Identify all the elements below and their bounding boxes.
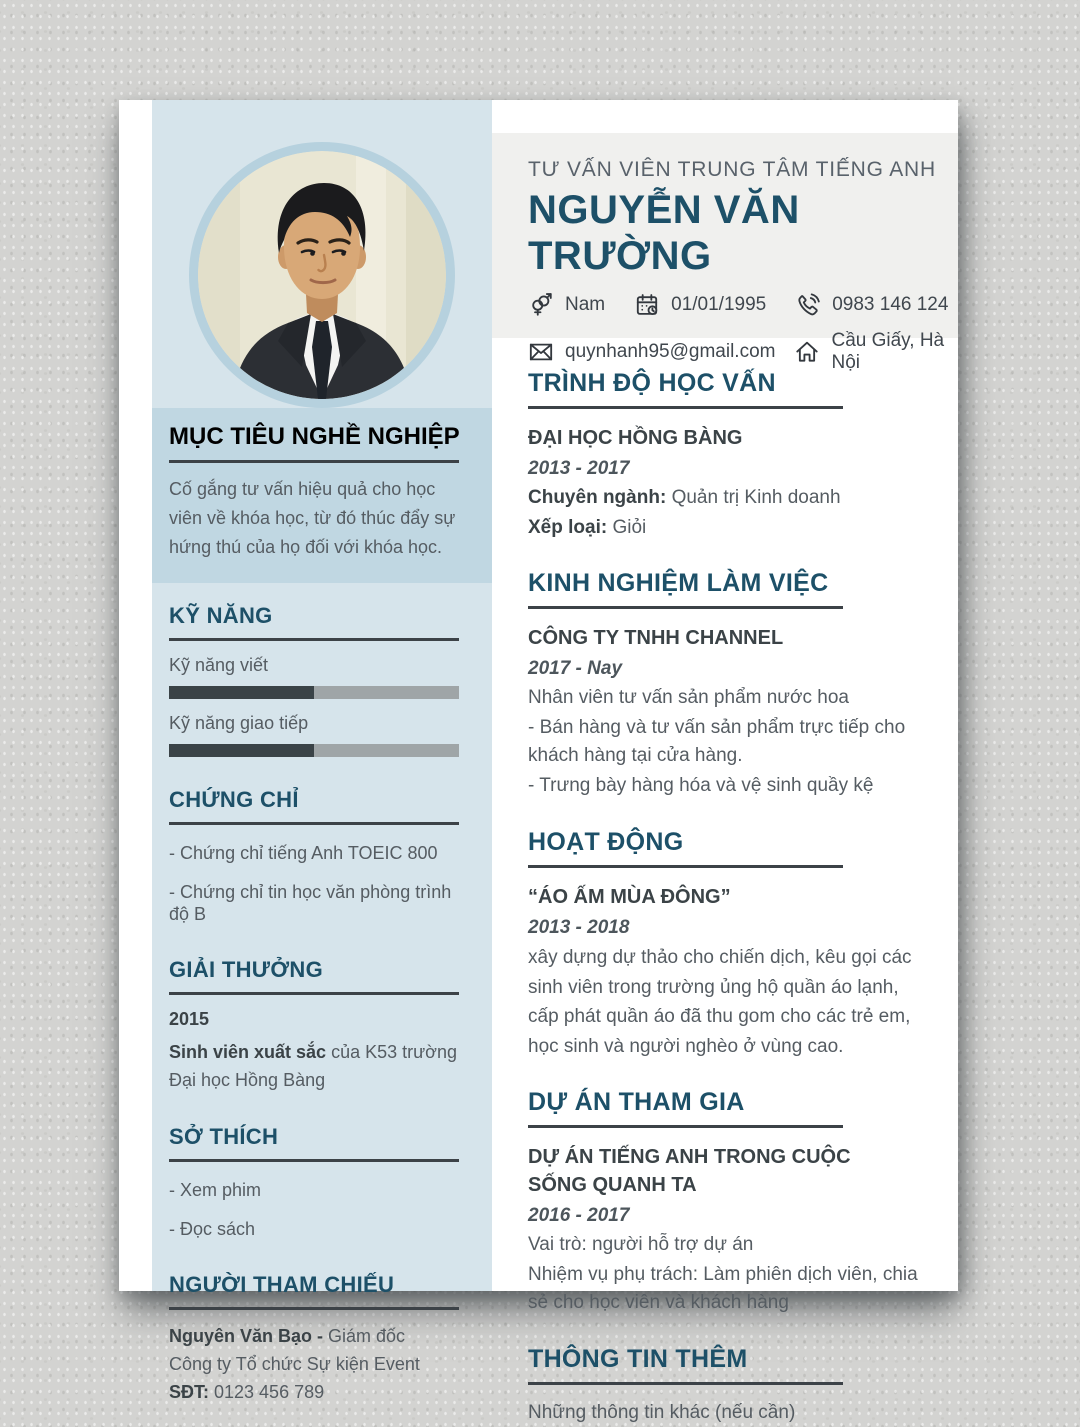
awards-title: GIẢI THƯỞNG: [169, 957, 323, 982]
project-role: Vai trò: người hỗ trợ dự án: [528, 1234, 754, 1255]
reference-name: Nguyên Văn Bạo - Giám đốc: [169, 1326, 406, 1346]
contact-email: quynhanh95@gmail.com: [528, 339, 775, 365]
additional-title: THÔNG TIN THÊM: [528, 1345, 748, 1373]
objective-body: Cố gắng tư vấn hiệu quả cho học viên về khóa học, từ đó thúc đẩy sự hứng thú của họ đối với khóa học.: [169, 479, 456, 557]
activity-name: “ÁO ẤM MÙA ĐÔNG”: [528, 886, 731, 908]
section-objective: [152, 408, 492, 583]
divider: [169, 822, 459, 825]
section-certificates: [152, 787, 492, 925]
reference-phone: SĐT: 0123 456 789: [169, 1382, 325, 1402]
certificate-item: - Chứng chỉ tiếng Anh TOEIC 800: [169, 843, 438, 863]
experience-bullet: - Trưng bày hàng hóa và vệ sinh quầy kệ: [528, 775, 874, 796]
calendar-icon: [634, 292, 660, 318]
sidebar: [152, 100, 492, 1402]
skill-bar: [169, 744, 459, 757]
section-additional: [528, 1344, 958, 1427]
award-detail: Sinh viên xuất sắc của K53 trường Đại học Hồng Bàng: [169, 1042, 457, 1090]
header: [492, 133, 958, 373]
projects-title: DỰ ÁN THAM GIA: [528, 1088, 745, 1116]
section-reference: [152, 1272, 492, 1406]
skill-bar-fill: [169, 686, 314, 699]
main-content: [492, 338, 958, 1427]
portrait-illustration: [198, 151, 446, 399]
phone-icon: [795, 292, 821, 318]
profile-photo: [189, 142, 455, 408]
divider: [528, 1125, 843, 1128]
main-column: [492, 100, 958, 1423]
experience-bullet: - Bán hàng và tư vấn sản phẩm trực tiếp cho khách hàng tại cửa hàng.: [528, 717, 906, 766]
divider: [528, 606, 843, 609]
contact-gender: Nam: [528, 292, 605, 318]
award-highlight: Sinh viên xuất sắc: [169, 1042, 327, 1062]
experience-title: KINH NGHIỆM LÀM VIỆC: [528, 569, 829, 597]
candidate-name: NGUYỄN VĂN TRƯỜNG: [528, 188, 800, 278]
skill-bar: [169, 686, 459, 699]
activity-period: 2013 - 2018: [528, 917, 630, 938]
education-major: Chuyên ngành: Quản trị Kinh doanh: [528, 487, 841, 508]
project-period: 2016 - 2017: [528, 1205, 630, 1226]
photo-area: [152, 100, 492, 408]
divider: [169, 1159, 459, 1162]
hobby-item: - Xem phim: [169, 1180, 262, 1200]
cv-page: [119, 100, 958, 1423]
skill-label: Kỹ năng giao tiếp: [169, 713, 309, 733]
contact-address: Cầu Giấy, Hà Nội: [794, 330, 958, 374]
section-projects: [528, 1087, 958, 1317]
divider: [169, 1307, 459, 1310]
job-title: TƯ VẤN VIÊN TRUNG TÂM TIẾNG ANH: [528, 158, 936, 181]
experience-role: Nhân viên tư vấn sản phẩm nước hoa: [528, 687, 849, 708]
skill-bar-fill: [169, 744, 314, 757]
objective-title: MỤC TIÊU NGHỀ NGHIỆP: [169, 423, 460, 450]
divider: [169, 992, 459, 995]
certificate-item: - Chứng chỉ tin học văn phòng trình độ B: [169, 882, 452, 924]
education-period: 2013 - 2017: [528, 458, 630, 479]
additional-body: Những thông tin khác (nếu cần): [528, 1402, 796, 1423]
section-education: [528, 368, 958, 542]
skills-title: KỸ NĂNG: [169, 603, 273, 628]
education-grade: Xếp loại: Giỏi: [528, 517, 647, 538]
skill-label: Kỹ năng viết: [169, 655, 269, 675]
gender-icon: [528, 292, 554, 318]
contact-phone: 0983 146 124: [795, 292, 948, 318]
divider: [528, 406, 843, 409]
certificates-title: CHỨNG CHỈ: [169, 787, 299, 812]
activities-title: HOẠT ĐỘNG: [528, 828, 684, 856]
divider: [528, 865, 843, 868]
reference-company: Công ty Tổ chức Sự kiện Event: [169, 1354, 420, 1374]
experience-period: 2017 - Nay: [528, 658, 623, 679]
project-tasks: Nhiệm vụ phụ trách: Làm phiên dịch viên, chia sẻ cho học viên và khách hàng: [528, 1264, 918, 1313]
hobby-item: - Đọc sách: [169, 1219, 256, 1239]
section-awards: [152, 957, 492, 1094]
divider: [169, 460, 459, 463]
company-name: CÔNG TY TNHH CHANNEL: [528, 627, 784, 649]
project-name: DỰ ÁN TIẾNG ANH TRONG CUỘC SỐNG QUANH TA: [528, 1146, 851, 1196]
section-hobbies: [152, 1124, 492, 1240]
education-title: TRÌNH ĐỘ HỌC VẤN: [528, 369, 776, 397]
award-year: 2015: [169, 1009, 210, 1029]
activity-description: xây dựng dự thảo cho chiến dịch, kêu gọi các sinh viên trong trường ủng hộ quần áo lạnh, cấp phát quần áo đã thu gom cho các trẻ em, học sinh và người nghèo ở vùng cao.: [528, 947, 912, 1057]
divider: [528, 1382, 843, 1385]
skill-item: [169, 655, 466, 699]
contact-birthday: 01/01/1995: [634, 292, 766, 318]
section-activities: [528, 827, 958, 1061]
section-experience: [528, 568, 958, 800]
reference-title: NGƯỜI THAM CHIẾU: [169, 1272, 395, 1297]
skill-item: [169, 713, 466, 757]
divider: [169, 638, 459, 641]
contact-row: [528, 292, 958, 318]
school-name: ĐẠI HỌC HỒNG BÀNG: [528, 427, 743, 449]
section-skills: [152, 603, 492, 757]
hobbies-title: SỞ THÍCH: [169, 1124, 279, 1149]
